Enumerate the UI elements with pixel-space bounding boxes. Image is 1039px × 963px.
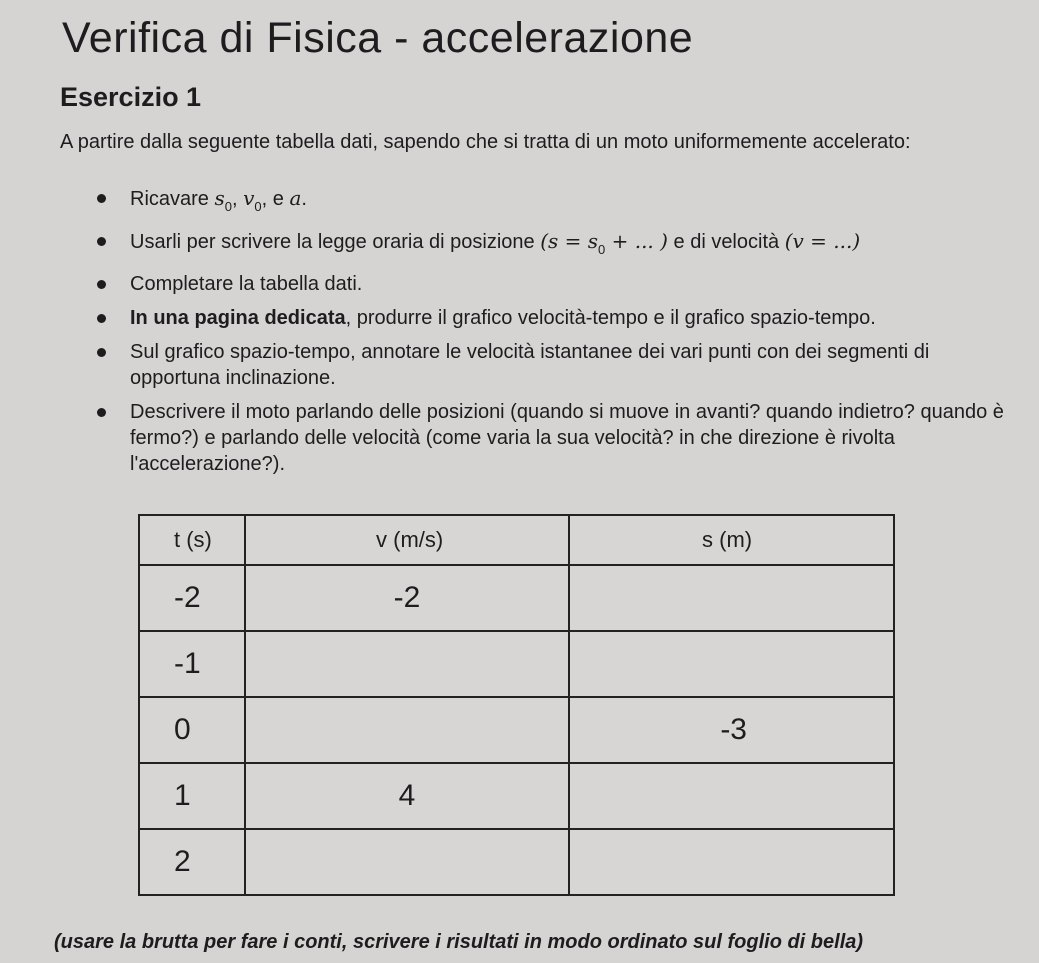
footer-note: (usare la brutta per fare i conti, scrivere i risultati in modo ordinato sul foglio di bella): [54, 931, 864, 953]
cell-velocity: -2: [245, 565, 569, 631]
bullet-icon: [97, 237, 106, 246]
task-item: Usarli per scrivere la legge oraria di posizione ($s = s_0$ + ... ) e di velocità (v = ...): [0, 228, 1010, 263]
header-position: s (m): [569, 515, 894, 565]
table-row: [139, 565, 894, 631]
data-table: [138, 514, 895, 896]
bullet-icon: [97, 408, 106, 417]
table-header-row: [139, 515, 894, 565]
table-row: [139, 829, 894, 895]
task-item: In una pagina dedicata, produrre il grafico velocità-tempo e il grafico spazio-tempo.: [0, 305, 1010, 331]
bullet-icon: [97, 194, 106, 203]
cell-position: [569, 565, 894, 631]
cell-time: 2: [139, 829, 245, 895]
task-list: [0, 185, 1010, 485]
cell-position: [569, 763, 894, 829]
cell-velocity: 4: [245, 763, 569, 829]
table-row: [139, 763, 894, 829]
table-row: [139, 697, 894, 763]
exercise-heading: Esercizio 1: [60, 82, 202, 112]
velocity-formula: (v = ...): [784, 229, 861, 253]
cell-time: -1: [139, 631, 245, 697]
bullet-icon: [97, 280, 106, 289]
header-time: t (s): [139, 515, 245, 565]
bullet-icon: [97, 314, 106, 323]
page-title: Verifica di Fisica - accelerazione: [62, 14, 694, 62]
cell-time: 1: [139, 763, 245, 829]
cell-velocity: [245, 697, 569, 763]
cell-velocity: [245, 829, 569, 895]
cell-position: -3: [569, 697, 894, 763]
cell-position: [569, 631, 894, 697]
position-formula: (s = s: [540, 229, 598, 253]
bullet-icon: [97, 348, 106, 357]
cell-time: -2: [139, 565, 245, 631]
table-row: [139, 631, 894, 697]
task-item: Completare la tabella dati.: [0, 271, 1010, 297]
cell-velocity: [245, 631, 569, 697]
exercise-intro: A partire dalla seguente tabella dati, sapendo che si tratta di un moto uniformemente accelerato:: [60, 131, 911, 153]
cell-position: [569, 829, 894, 895]
task-item: Ricavare $s_0$, $v_0$, e a.: [0, 185, 1010, 220]
cell-time: 0: [139, 697, 245, 763]
header-velocity: v (m/s): [245, 515, 569, 565]
task-item: Sul grafico spazio-tempo, annotare le velocità istantanee dei vari punti con dei segmenti di opportuna inclinazione.: [0, 339, 1010, 391]
task-item: Descrivere il moto parlando delle posizioni (quando si muove in avanti? quando indietro? quando è fermo?) e parlando delle velocità (come varia la sua velocità? in che direzione è rivolta l'accelerazione?).: [0, 399, 1010, 477]
